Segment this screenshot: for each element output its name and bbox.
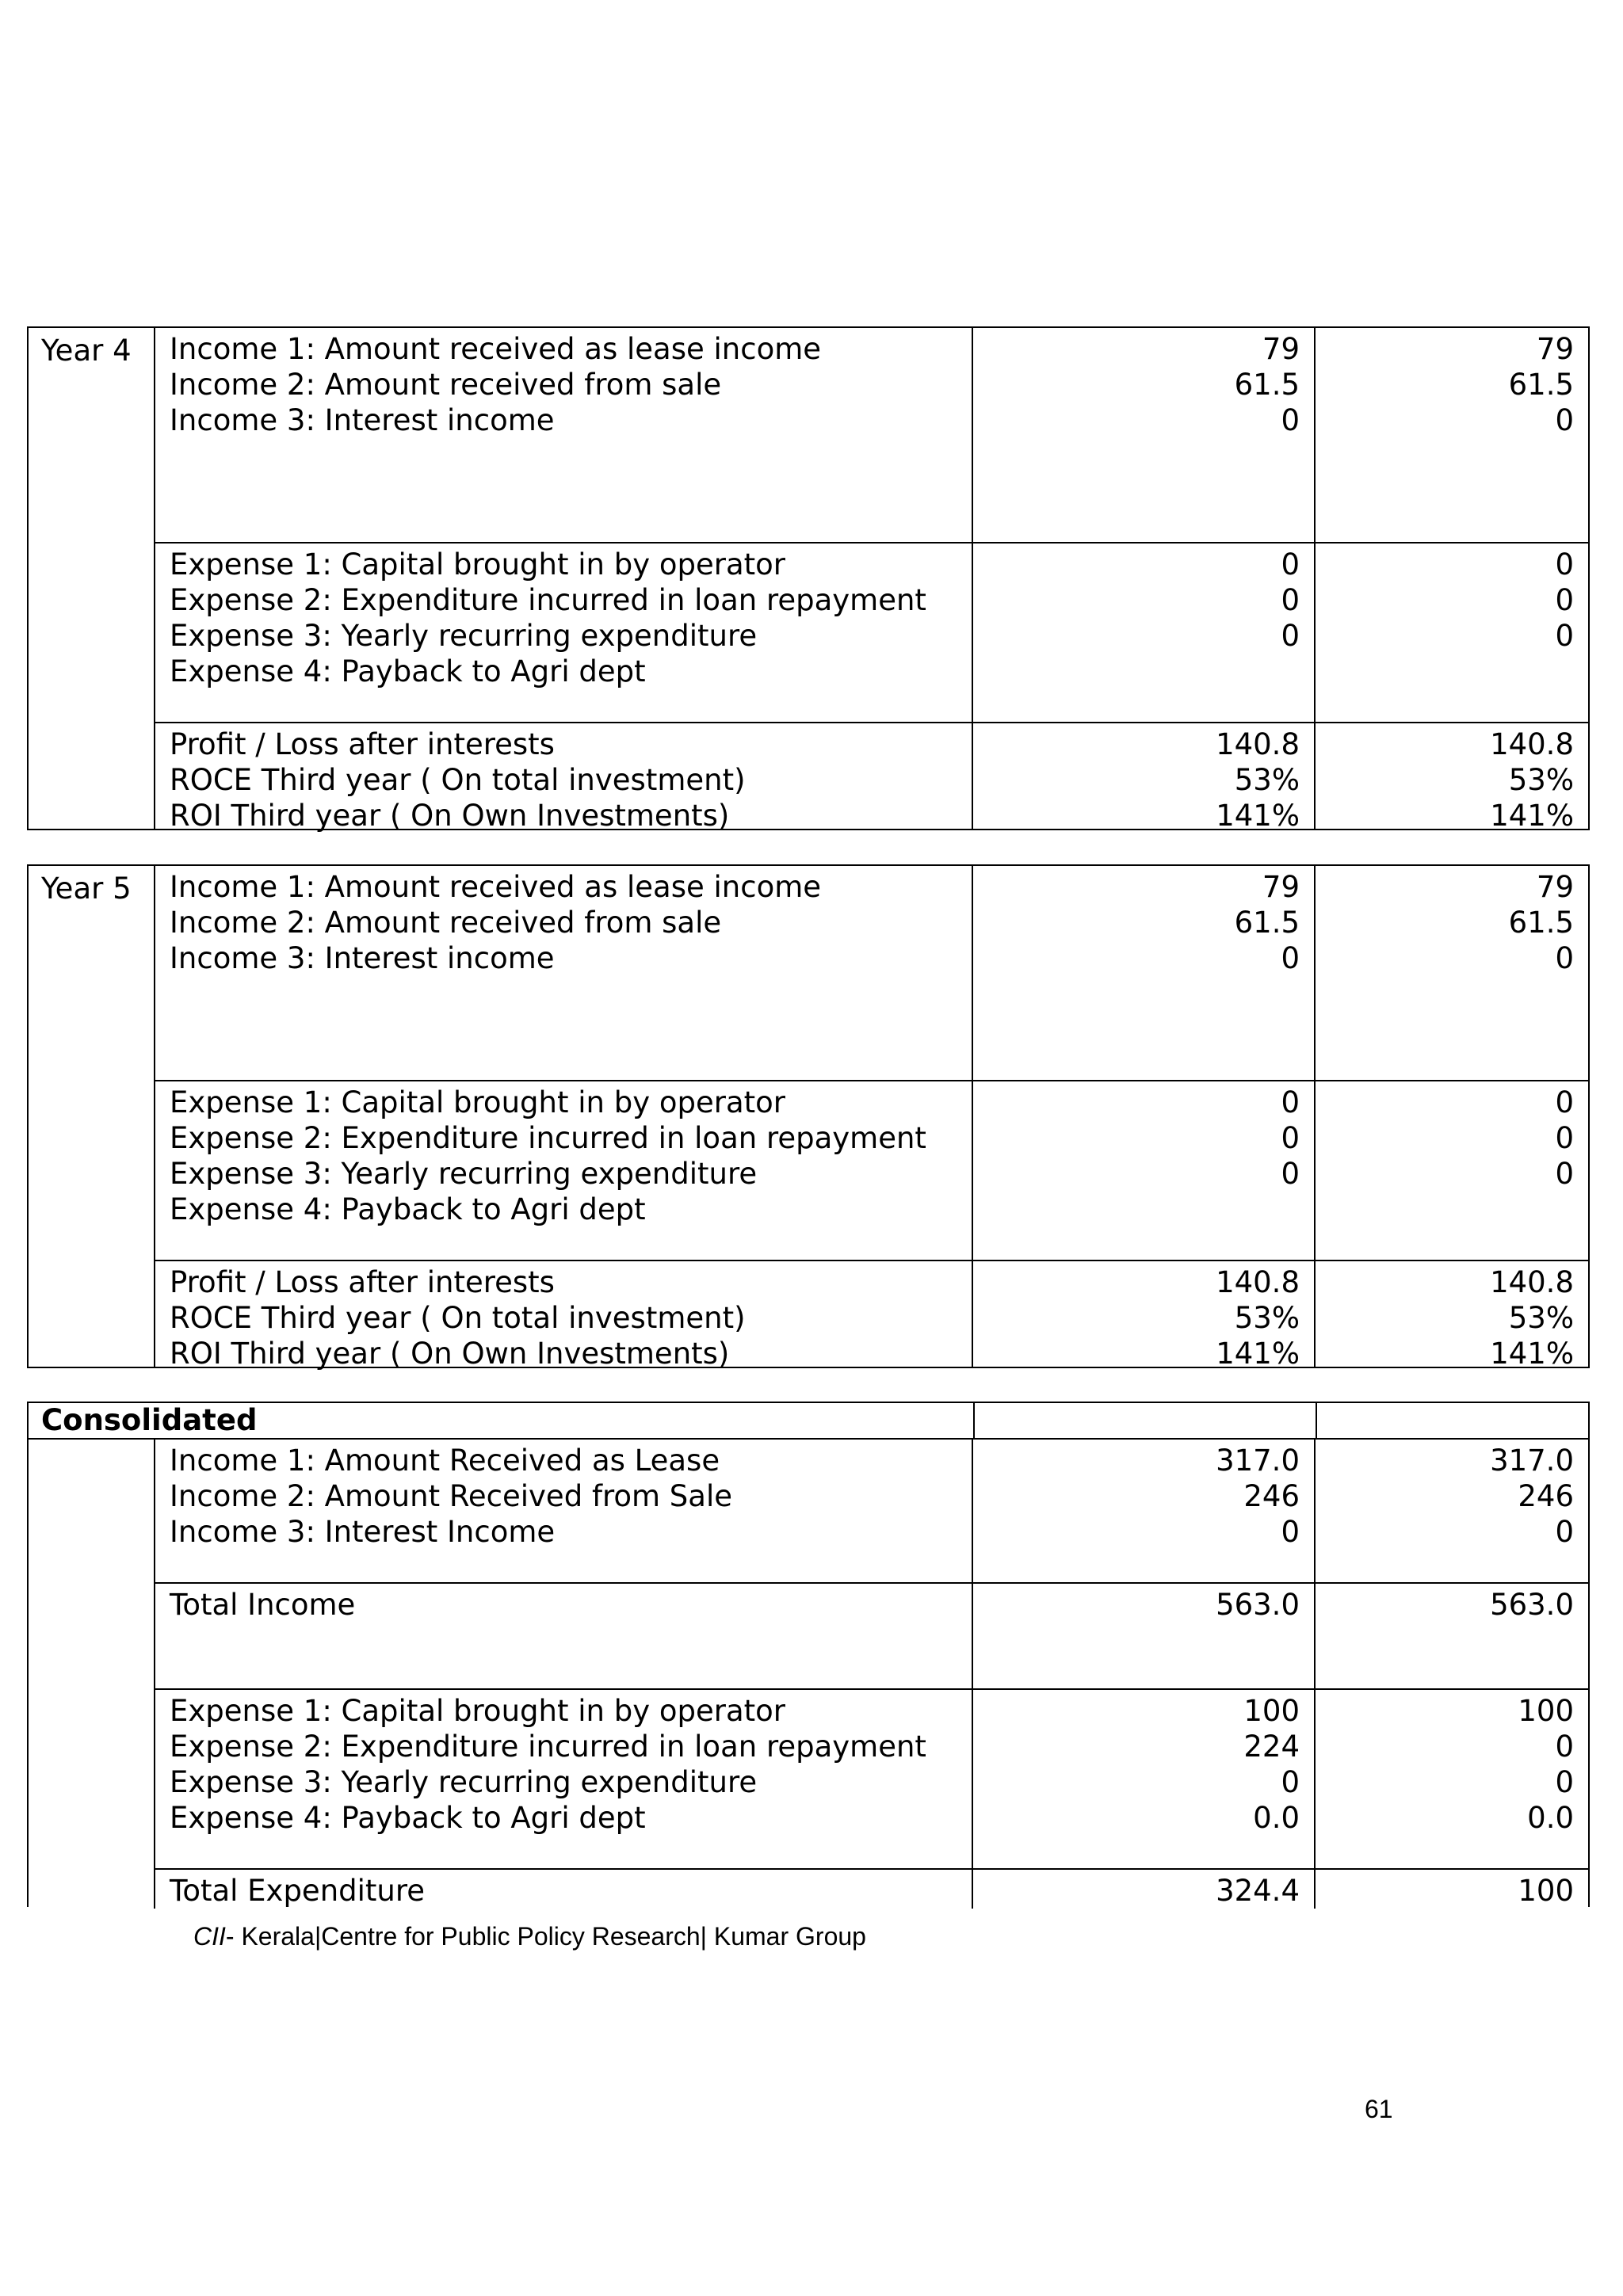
value-cell: 79 [1262, 332, 1300, 366]
year5-label-cell [29, 866, 155, 1367]
value-cell: 79 [1262, 870, 1300, 904]
total-income-desc [155, 1584, 973, 1688]
value-cell: 141% [1490, 1337, 1574, 1371]
footer-org: CII [193, 1922, 226, 1951]
consolidated-income-col1 [973, 1440, 1316, 1582]
year5-profit-row [155, 1261, 1588, 1371]
year4-profit-col1 [973, 723, 1316, 833]
expense-line: Expense 3: Yearly recurring expenditure [170, 1157, 758, 1191]
expense-line: Expense 3: Yearly recurring expenditure [170, 1765, 758, 1799]
total-expenditure-col1 [973, 1870, 1316, 1909]
income-line: Income 2: Amount received from sale [170, 906, 722, 940]
total-expenditure-label: Total Expenditure [170, 1874, 426, 1908]
value-cell: 0 [1555, 403, 1574, 437]
year4-label: Year 4 [41, 334, 132, 368]
value-cell: 0 [1281, 941, 1300, 975]
value-cell: 140.8 [1490, 727, 1574, 761]
year5-expense-col2 [1316, 1081, 1588, 1260]
roce-line: ROCE Third year ( On total investment) [170, 763, 746, 797]
value-cell: 141% [1216, 799, 1300, 833]
value-cell: 141% [1216, 1337, 1300, 1371]
value-cell: 0.0 [1527, 1801, 1574, 1835]
profit-line: Profit / Loss after interests [170, 727, 555, 761]
expense-line: Expense 3: Yearly recurring expenditure [170, 619, 758, 653]
expense-line: Expense 4: Payback to Agri dept [170, 1801, 646, 1835]
total-income-col1 [973, 1584, 1316, 1688]
value-cell: 0 [1281, 403, 1300, 437]
total-expenditure-desc [155, 1870, 973, 1909]
value-cell: 0 [1555, 547, 1574, 582]
value-cell: 0 [1555, 583, 1574, 617]
page-footer [193, 1920, 866, 1952]
year5-profit-col2 [1316, 1261, 1588, 1371]
value-cell: 246 [1518, 1479, 1574, 1513]
income-line: Income 1: Amount received as lease income [170, 870, 822, 904]
year4-profit-desc [155, 723, 973, 833]
year5-label: Year 5 [41, 871, 132, 906]
expense-line: Expense 4: Payback to Agri dept [170, 1192, 646, 1226]
value-cell: 100 [1243, 1694, 1300, 1728]
value-cell: 0 [1555, 1765, 1574, 1799]
value-cell: 61.5 [1234, 368, 1300, 402]
value-cell: 563.0 [1490, 1588, 1574, 1622]
value-cell: 224 [1243, 1730, 1300, 1764]
profit-line: Profit / Loss after interests [170, 1265, 555, 1299]
value-cell: 0 [1281, 547, 1300, 582]
total-income-col2 [1316, 1584, 1588, 1688]
consolidated-expense-desc [155, 1690, 973, 1868]
expense-line: Expense 1: Capital brought in by operator [170, 547, 785, 582]
value-cell: 563.0 [1216, 1588, 1300, 1622]
consolidated-title: Consolidated [41, 1403, 258, 1437]
consolidated-total-income-row [154, 1584, 1588, 1690]
page-number: 61 [1365, 2095, 1393, 2123]
expense-line: Expense 2: Expenditure incurred in loan repayment [170, 583, 926, 617]
year4-expense-row [155, 543, 1588, 723]
year5-table [27, 864, 1590, 1371]
year5-income-col2 [1316, 866, 1588, 1080]
expense-line: Expense 1: Capital brought in by operator [170, 1694, 785, 1728]
value-cell: 0 [1281, 583, 1300, 617]
year5-expense-col1 [973, 1081, 1316, 1260]
roi-line: ROI Third year ( On Own Investments) [170, 799, 730, 833]
year4-income-desc [155, 328, 973, 542]
income-line: Income 3: Interest Income [170, 1515, 556, 1549]
year4-profit-row [155, 723, 1588, 833]
year4-label-cell [29, 328, 155, 829]
column-divider [1316, 1403, 1317, 1438]
value-cell: 317.0 [1216, 1444, 1300, 1478]
value-cell: 0 [1281, 1121, 1300, 1155]
value-cell: 0.0 [1253, 1801, 1300, 1835]
year4-income-col1 [973, 328, 1316, 542]
value-cell: 324.4 [1216, 1874, 1300, 1908]
value-cell: 53% [1508, 1301, 1574, 1335]
income-line: Income 2: Amount received from sale [170, 368, 722, 402]
year5-income-desc [155, 866, 973, 1080]
year5-expense-row [155, 1081, 1588, 1261]
consolidated-income-row [154, 1440, 1588, 1584]
income-line: Income 1: Amount Received as Lease [170, 1444, 720, 1478]
value-cell: 53% [1508, 763, 1574, 797]
year4-income-row [155, 328, 1588, 543]
value-cell: 53% [1234, 763, 1300, 797]
consolidated-header-row [29, 1403, 1588, 1440]
consolidated-expense-col2 [1316, 1690, 1588, 1868]
year4-profit-col2 [1316, 723, 1588, 833]
value-cell: 0 [1555, 1515, 1574, 1549]
roi-line: ROI Third year ( On Own Investments) [170, 1337, 730, 1371]
value-cell: 100 [1518, 1694, 1574, 1728]
value-cell: 79 [1536, 870, 1574, 904]
value-cell: 0 [1281, 1085, 1300, 1119]
roce-line: ROCE Third year ( On total investment) [170, 1301, 746, 1335]
expense-line: Expense 4: Payback to Agri dept [170, 654, 646, 688]
value-cell: 317.0 [1490, 1444, 1574, 1478]
income-line: Income 2: Amount Received from Sale [170, 1479, 733, 1513]
value-cell: 141% [1490, 799, 1574, 833]
value-cell: 61.5 [1234, 906, 1300, 940]
value-cell: 140.8 [1490, 1265, 1574, 1299]
year4-table [27, 326, 1590, 833]
value-cell: 0 [1555, 1730, 1574, 1764]
expense-line: Expense 2: Expenditure incurred in loan repayment [170, 1730, 926, 1764]
total-expenditure-col2 [1316, 1870, 1588, 1909]
consolidated-expense-row [154, 1690, 1588, 1870]
total-income-label: Total Income [170, 1588, 356, 1622]
year5-profit-desc [155, 1261, 973, 1371]
value-cell: 61.5 [1508, 906, 1574, 940]
year4-income-col2 [1316, 328, 1588, 542]
year4-expense-col1 [973, 543, 1316, 722]
year5-income-row [155, 866, 1588, 1081]
consolidated-expense-col1 [973, 1690, 1316, 1868]
value-cell: 61.5 [1508, 368, 1574, 402]
consolidated-income-desc [155, 1440, 973, 1582]
footer-text: - Kerala|Centre for Public Policy Research| Kumar Group [225, 1922, 866, 1951]
year5-income-col1 [973, 866, 1316, 1080]
value-cell: 0 [1555, 941, 1574, 975]
year4-expense-desc [155, 543, 973, 722]
income-line: Income 3: Interest income [170, 941, 555, 975]
income-line: Income 3: Interest income [170, 403, 555, 437]
value-cell: 0 [1555, 1157, 1574, 1191]
consolidated-total-expenditure-row [154, 1870, 1588, 1909]
expense-line: Expense 2: Expenditure incurred in loan repayment [170, 1121, 926, 1155]
value-cell: 100 [1518, 1874, 1574, 1908]
year5-profit-col1 [973, 1261, 1316, 1371]
value-cell: 0 [1555, 1085, 1574, 1119]
value-cell: 0 [1281, 619, 1300, 653]
value-cell: 140.8 [1216, 727, 1300, 761]
value-cell: 140.8 [1216, 1265, 1300, 1299]
consolidated-income-col2 [1316, 1440, 1588, 1582]
value-cell: 0 [1281, 1765, 1300, 1799]
value-cell: 0 [1281, 1515, 1300, 1549]
value-cell: 53% [1234, 1301, 1300, 1335]
year4-expense-col2 [1316, 543, 1588, 722]
expense-line: Expense 1: Capital brought in by operator [170, 1085, 785, 1119]
consolidated-label-cell [29, 1440, 155, 1907]
value-cell: 246 [1243, 1479, 1300, 1513]
income-line: Income 1: Amount received as lease income [170, 332, 822, 366]
consolidated-table [27, 1402, 1590, 1907]
year5-expense-desc [155, 1081, 973, 1260]
value-cell: 0 [1555, 619, 1574, 653]
value-cell: 79 [1536, 332, 1574, 366]
value-cell: 0 [1281, 1157, 1300, 1191]
column-divider [973, 1403, 975, 1438]
value-cell: 0 [1555, 1121, 1574, 1155]
